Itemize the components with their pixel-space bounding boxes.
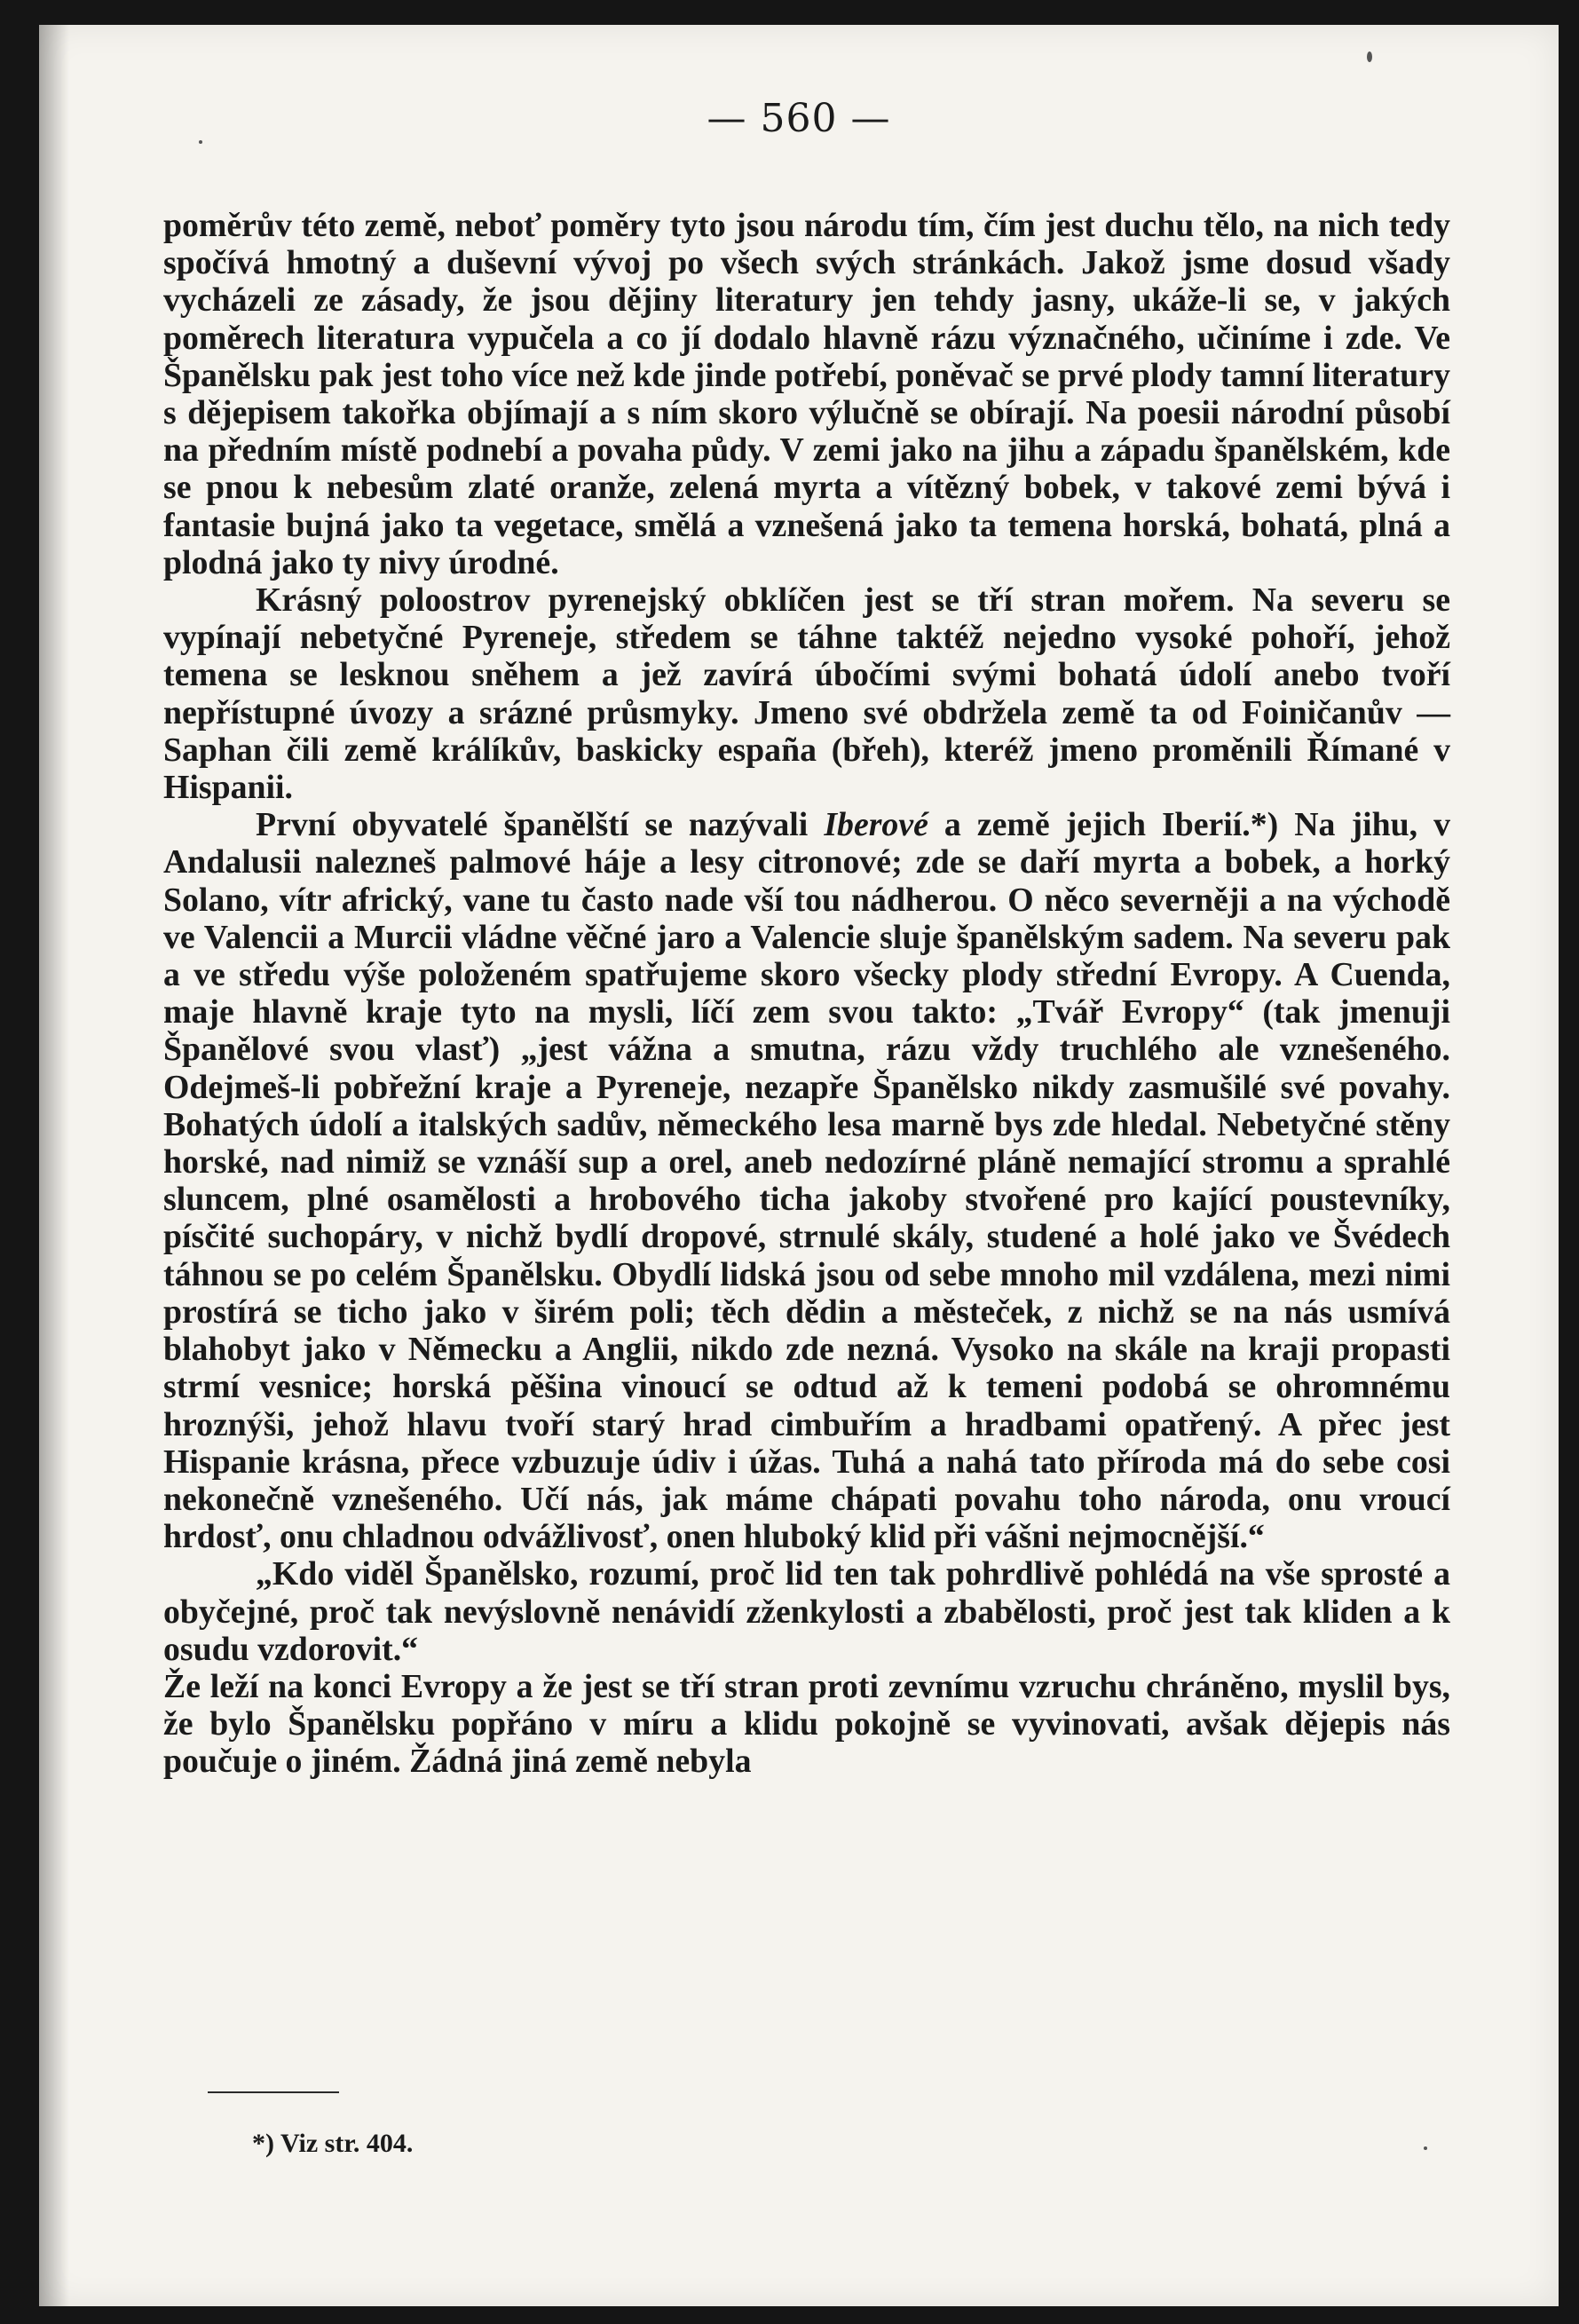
page-binding-shadow <box>39 25 69 2306</box>
paragraph-3-rest: a země jejich Iberií.*) Na jihu, v Andalusii nalezneš palmové háje a lesy citronové; zde se daří myrta a bobek, a horký Solano, vítr africký, vane tu často nade vší tou nádherou. O něco severněji a na východě ve Valencii a Murcii vládne věčné jaro a Valencie sluje španělským sadem. Na severu pak a ve středu výše položeném spatřujeme skoro všecky plody střední Evropy. A Cuenda, maje hlavně kraje tyto na mysli, líčí zem svou takto: „Tvář Evropy“ (tak jmenuji Španělové svou vlasť) „jest vážna a smutna, rázu vždy truchlého ale vznešeného. Odejmeš-li pobřežní kraje a Pyreneje, nezapře Španělsko nikdy zasmušilé své povahy. Bohatých údolí a italských sadův, německého lesa marně bys zde hledal. Nebetyčné stěny horské, nad nimiž se vznáší sup a orel, aneb nedozírné pláně nemající stromu a sprahlé sluncem, plné osamělosti a hrobového ticha jakoby stvořené pro kající poustevníky, písčité suchopáry, v nichž bydlí dropové, strnulé skály, studené a holé jako ve Švédech táhnou se po celém Španělsku. Obydlí lidská jsou od sebe mnoho mil vzdálena, mezi nimi prostírá se ticho jako v širém poli; těch dědin a městeček, z nichž se na nás usmívá blahobyt jako v Německu a Anglii, nikdo zde nezná. Vysoko na skále na kraji propasti strmí vesnice; horská pěšina vinoucí se odtud až k temeni podobá se ohromnému hroznýši, jehož hlavu tvoří starý hrad cimbuřím a hradbami opatřený. A přec jest Hispanie krásna, přece vzbuzuje údiv i úžas. Tuhá a nahá tato příroda má do sebe cosi nekonečně vznešeného. Učí nás, jak máme chápati povahu toho národa, onu vroucí hrdosť, onu chladnou odvážlivosť, onen hluboký klid při vášni nejmocnější.“ <box>163 806 1451 1556</box>
book-page <box>39 25 1559 2306</box>
scan-speck <box>1424 2146 1427 2150</box>
paragraph-2: Krásný poloostrov pyrenejský obklíčen jest se tří stran mořem. Na severu se vypínají nebetyčné Pyreneje, středem se táhne taktéž nejedno vysoké pohoří, jehož temena se lesknou sněhem a jež zavírá úbočími svými bohatá údolí anebo tvoří nepřístupné úvozy a srázné průsmyky. Jmeno své obdržela země ta od Foiničanův — Saphan čili země králíkův, baskicky españa (břeh), kteréž jmeno proměnili Římané v Hispanii. <box>163 581 1450 807</box>
paragraph-5: Že leží na konci Evropy a že jest se tří stran proti zevnímu vzruchu chráněno, myslil bys, že bylo Španělsku popřáno v míru a klidu pokojně se vyvinovati, avšak dějepis nás poučuje o jiném. Žádná jiná země nebyla <box>163 1667 1450 1781</box>
footnote-divider <box>208 2091 339 2093</box>
scan-speck <box>1367 51 1372 62</box>
scan-speck <box>199 140 202 144</box>
paragraph-3-italic-term: Iberové <box>824 806 928 844</box>
paragraph-3-start: První obyvatelé španělští se nazývali <box>256 806 825 844</box>
page-number: — 560 — <box>707 96 891 141</box>
footnote: *) Viz str. 404. <box>252 2129 414 2158</box>
paragraph-3 <box>163 806 1450 1555</box>
paragraph-4: „Kdo viděl Španělsko, rozumí, proč lid ten tak pohrdlivě pohlédá na vše sprosté a obyčejné, proč tak nevýslovně nenávidí zženkylosti a zbabělosti, proč jest tak kliden a k osudu vzdorovit.“ <box>163 1555 1450 1668</box>
body-text <box>163 207 1450 1781</box>
paragraph-1: poměrův této země, neboť poměry tyto jsou národu tím, čím jest duchu tělo, na nich tedy spočívá hmotný a duševní vývoj po všech svých stránkách. Jakož jsme dosud všady vycházeli ze zásady, že jsou dějiny literatury jen tehdy jasny, ukáže-li se, v jakých poměrech literatura vypučela a co jí dodalo hlavně rázu význačného, učiníme i zde. Ve Španělsku pak jest toho více než kde jinde potřebí, poněvač se prvé plody tamní literatury s dějepisem takořka objímají a s ním skoro výlučně se obírají. Na poesii národní působí na předním místě podnebí a povaha půdy. V zemi jako na jihu a západu španělském, kde se pnou k nebesům zlaté oranže, zelená myrta a vítězný bobek, v takové zemi bývá i fantasie bujná jako ta vegetace, smělá a vznešená jako ta temena horská, bohatá, plná a plodná jako ty nivy úrodné. <box>163 207 1450 581</box>
